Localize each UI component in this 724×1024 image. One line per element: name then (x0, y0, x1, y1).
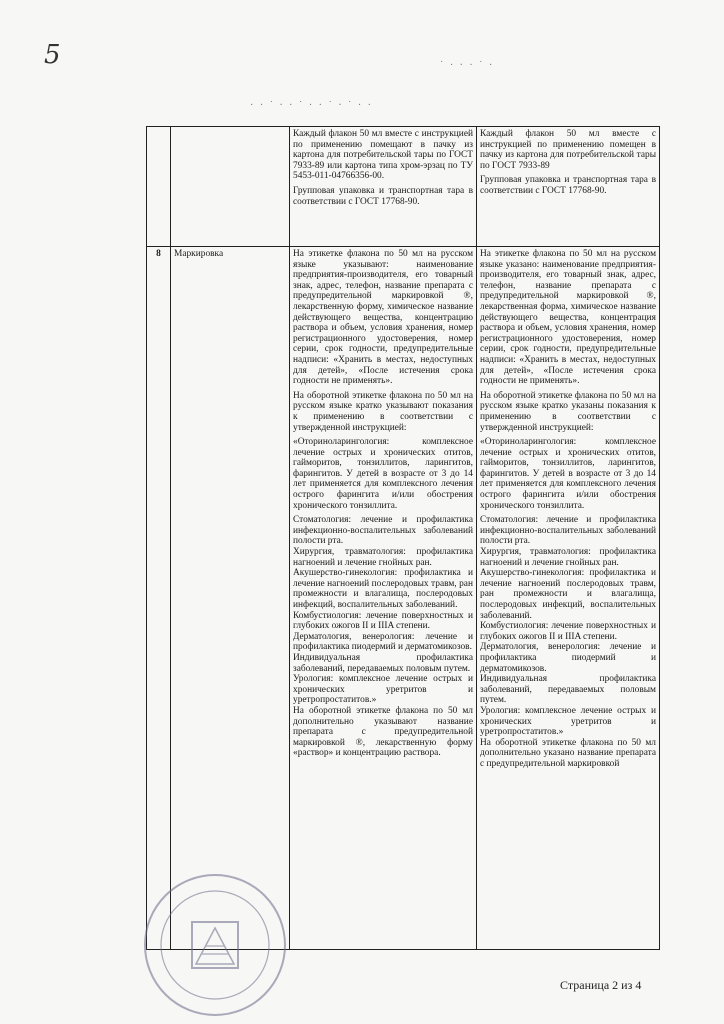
paragraph: Каждый флакон 50 мл вместе с инструкцией по применению помещен в пачку из картона для потребительской тары по ГОСТ 7933-89 (480, 129, 656, 171)
paragraph: «Оториноларингология: комплексное лечение острых и хронических отитов, гайморитов, тонзиллитов, ларингитов, фарингитов. У детей в возрасте от 3 до 14 лет применяется для комплексного лечения острого фарингита и/или обострения хронического тонзиллита. (293, 437, 473, 511)
paragraph: Дерматология, венерология: лечение и профилактика пиодермий и дерматомикозов. (293, 631, 473, 653)
paragraph: На этикетке флакона по 50 мл на русском языке указано: наименование предприятия-производителя, его товарный знак, адрес, телефон, название препарата с предупредительной маркировкой ®, лекарственная форма, химическое название действующего вещества, концентрация раствора и объем, условия хранения, номер регистрационного удостоверения, номер серии, срок годности, предупредительные надписи: «Хранить в местах, недоступных для детей», «После истечения срока годности не применять». (480, 249, 656, 387)
comparison-table (146, 126, 660, 950)
paragraph: Групповая упаковка и транспортная тара в соответствии с ГОСТ 17768-90. (480, 175, 656, 196)
paragraph: Стоматология: лечение и профилактика инфекционно-воспалительных заболеваний полости рта. (293, 515, 473, 547)
page-footer: Страница 2 из 4 (560, 978, 642, 992)
paragraph: Индивидуальная профилактика заболеваний, передаваемых половым путем. (293, 652, 473, 674)
row-number-cell: 8 (147, 247, 171, 949)
paragraph: На этикетке флакона по 50 мл на русском языке указывают: наименование предприятия-производителя, его товарный знак, адрес, телефон, название препарата с предупредительной маркировкой ®, лекарственную форму, химическое название действующего вещества, концентрацию раствора и объем, условия хранения, номер регистрационного удостоверения, номер серии, срок годности, предупредительные надписи: «Хранить в местах, недоступных для детей», «После истечения срока годности не применять». (293, 249, 473, 387)
row1-number-cell (147, 127, 171, 247)
paragraph: Хирургия, травматология: профилактика нагноений и лечение гнойных ран. (293, 547, 473, 568)
paragraph: Стоматология: лечение и профилактика инфекционно-воспалительных заболеваний полости рта. (480, 515, 656, 547)
handwritten-page-number: 5 (44, 40, 61, 70)
paragraph: Комбустиология: лечение поверхностных и глубоких ожогов II и IIIA степени. (293, 610, 473, 632)
paragraph: Дерматология, венерология: лечение и профилактика пиодермий и дерматомикозов. (480, 642, 656, 674)
paragraph: Акушерство-гинекология: профилактика и лечение нагноений послеродовых травм, ран промежности и влагалища, послеродовых инфекций, воспалительных заболеваний. (480, 568, 656, 621)
row-name-cell: Маркировка (171, 247, 290, 949)
row1-right-cell (477, 127, 659, 247)
scan-noise: · · ˙ ‧ · ˙ · · ˙ ‧ ˙ · · (250, 100, 373, 111)
paragraph: Каждый флакон 50 мл вместе с инструкцией по применению помещают в пачку из картона для потребительской тары по ГОСТ 7933-89 или картона типа хром-эрзац по ТУ 5453-011-04766356-00. (293, 129, 473, 182)
paragraph: На оборотной этикетке флакона по 50 мл на русском языке кратко указаны показания к применению в соответствии с утвержденной инструкцией: (480, 390, 656, 433)
paragraph: «Оториноларингология: комплексное лечение острых и хронических отитов, гайморитов, тонзиллитов, ларингитов, фарингитов. У детей в возрасте от 3 до 14 лет применяется для комплексного лечения острого фарингита и/или обострения хронического тонзиллита. (480, 437, 656, 511)
paragraph: Хирургия, травматология: профилактика нагноений и лечение гнойных ран. (480, 547, 656, 568)
paragraph: Урология: комплексное лечение острых и хронических уретритов и уретропростатитов.» (293, 674, 473, 706)
row1-name-cell (171, 127, 290, 247)
paragraph: Групповая упаковка и транспортная тара в соответствии с ГОСТ 17768-90. (293, 185, 473, 207)
row1-left-cell (290, 127, 477, 247)
scan-noise: ˙ · ‧ · ˙ · (440, 60, 495, 71)
paragraph: Урология: комплексное лечение острых и хронических уретритов и уретропростатитов.» (480, 705, 656, 738)
paragraph: На оборотной этикетке флакона по 50 мл дополнительно указано название препарата с предупредительной маркировкой (480, 737, 656, 769)
paragraph: Комбустиология: лечение поверхностных и глубоких ожогов II и IIIA степени. (480, 621, 656, 642)
row2-left-cell (290, 247, 477, 949)
paragraph: Индивидуальная профилактика заболеваний, передаваемых половым путем. (480, 674, 656, 706)
paragraph: На оборотной этикетке флакона по 50 мл дополнительно указывают название препарата с предупредительной маркировкой ®, лекарственную форму «раствор» и концентрацию раствора. (293, 705, 473, 759)
company-stamp (140, 870, 290, 1020)
paragraph: Акушерство-гинекология: профилактика и лечение нагноений послеродовых травм, ран промежности и влагалища, послеродовых инфекций, воспалительных заболеваний. (293, 568, 473, 610)
row2-right-cell (477, 247, 659, 949)
paragraph: На оборотной этикетке флакона по 50 мл на русском языке кратко указывают показания к применению в соответствии с утвержденной инструкцией: (293, 390, 473, 433)
